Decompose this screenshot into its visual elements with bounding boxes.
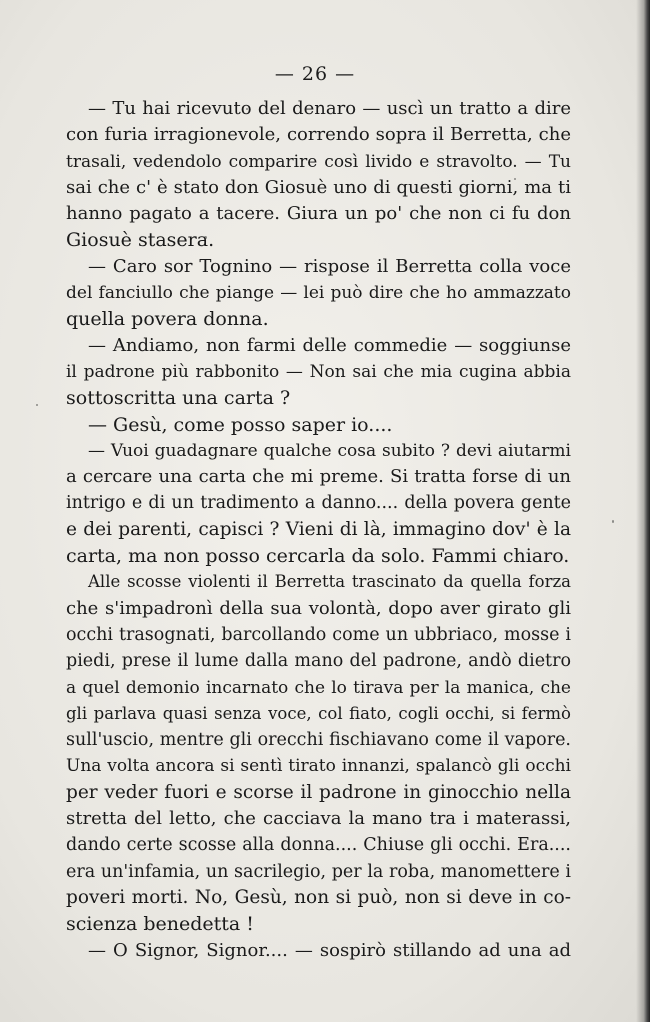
text-line: con furia irragionevole, correndo sopra il Berretta, che [66, 124, 571, 146]
text-line: era un'infamia, un sacrilegio, per la roba, manomettere i [66, 861, 571, 882]
page-number: — 26 — [274, 63, 356, 85]
text-line: gli parlava quasi senza voce, col fiato, cogli occhi, si fermò [66, 703, 571, 723]
text-line: Una volta ancora si sentì tirato innanzi, spalancò gli occhi [66, 756, 571, 777]
text-line: — O Signor, Signor.... — sospirò stillando ad una ad [88, 939, 571, 961]
text-line: quella povera donna. [66, 308, 269, 331]
text-line: intrigo e di un tradimento a danno.... della povera gente [66, 493, 571, 514]
text-line: per veder fuori e scorse il padrone in ginocchio nella [66, 781, 571, 803]
text-line: dando certe scosse alla donna.... Chiuse gli occhi. Era.... [66, 835, 571, 856]
text-line: piedi, prese il lume dalla mano del padrone, andò dietro [66, 651, 571, 672]
text-line: sull'uscio, mentre gli orecchi fischiavano come il vapore. [66, 730, 571, 751]
text-line: a quel demonio incarnato che lo tirava per la manica, che [66, 677, 571, 698]
text-line: poveri morti. No, Gesù, non si può, non si deve in co- [66, 886, 571, 908]
text-line: — Gesù, come posso saper io.... [88, 413, 393, 436]
text-line: trasali, vedendolo comparire così livido e stravolto. — Tu [66, 151, 571, 172]
text-line: stretta del letto, che cacciava la mano tra i materassi, [66, 808, 571, 830]
body-text [66, 96, 571, 964]
text-line: e dei parenti, capisci ? Vieni di là, immagino dov' è la [66, 518, 571, 540]
text-line: che s'impadronì della sua volontà, dopo aver girato gli [66, 597, 571, 619]
text-line: — Vuoi guadagnare qualche cosa subito ? devi aiutarmi [88, 440, 571, 461]
text-line: — Tu hai ricevuto del denaro — uscì un tratto a dire [88, 98, 571, 119]
text-line: hanno pagato a tacere. Giura un po' che non ci fu don [66, 203, 571, 225]
text-line: — Caro sor Tognino — rispose il Berretta colla voce [88, 255, 571, 277]
text-line: occhi trasognati, barcollando come un ubbriaco, mosse i [66, 624, 571, 645]
text-line: sai che c' è stato don Giosuè uno di questi giorni, ma ti [66, 176, 571, 198]
text-line: scienza benedetta ! [66, 913, 254, 936]
text-line: sottoscritta una carta ? [66, 387, 291, 410]
text-line: carta, ma non posso cercarla da solo. Fammi chiaro. [66, 545, 570, 568]
text-line: Giosuè stasera. [66, 229, 215, 252]
text-line: il padrone più rabbonito — Non sai che mia cugina abbia [66, 361, 571, 382]
text-line: a cercare una carta che mi preme. Si tratta forse di un [66, 466, 571, 488]
text-line: del fanciullo che piange — lei può dire che ho ammazzato [66, 283, 571, 304]
text-line: Alle scosse violenti il Berretta trascinato da quella forza [88, 572, 571, 592]
binding-edge-shadow [636, 0, 650, 1022]
text-line: — Andiamo, non farmi delle commedie — soggiunse [88, 334, 571, 356]
